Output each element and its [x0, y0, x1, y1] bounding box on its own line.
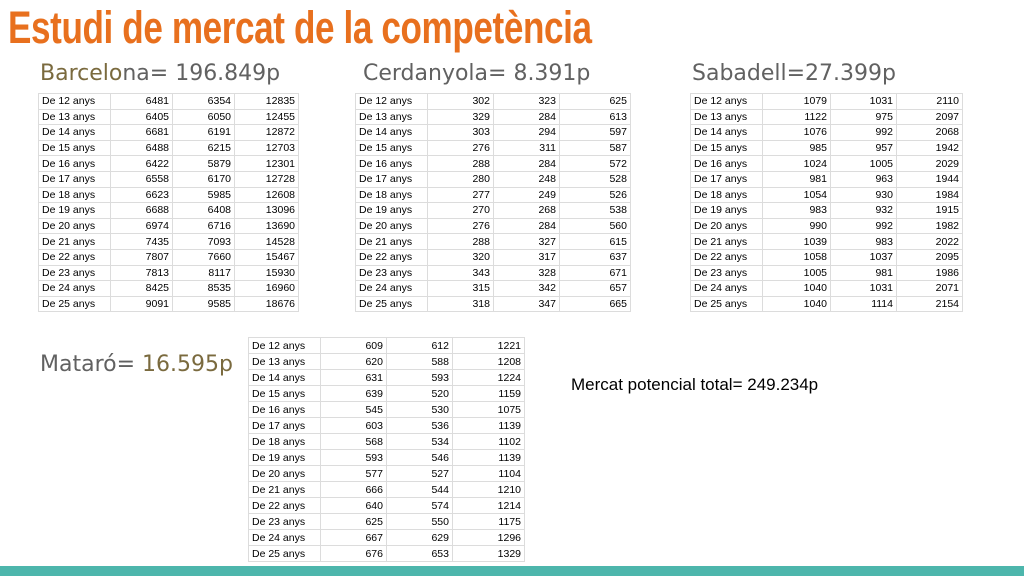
- age-group-cell: De 20 anys: [249, 466, 321, 482]
- table-row: [249, 498, 525, 514]
- age-group-cell: De 13 anys: [249, 354, 321, 370]
- table-row: [249, 546, 525, 562]
- table-row: [356, 234, 631, 250]
- value-cell: 248: [494, 171, 560, 187]
- value-cell: 318: [428, 296, 494, 312]
- age-group-cell: De 14 anys: [691, 125, 763, 141]
- age-group-cell: De 16 anys: [249, 402, 321, 418]
- table-row: [249, 386, 525, 402]
- value-cell: 963: [831, 171, 897, 187]
- total-cell: 12455: [235, 109, 299, 125]
- value-cell: 277: [428, 187, 494, 203]
- total-cell: 12728: [235, 171, 299, 187]
- value-cell: 568: [321, 434, 387, 450]
- age-group-cell: De 23 anys: [691, 265, 763, 281]
- bottom-accent-bar: [0, 566, 1024, 576]
- age-group-cell: De 25 anys: [249, 546, 321, 562]
- table-row: [691, 94, 963, 110]
- value-cell: 276: [428, 218, 494, 234]
- value-cell: 1005: [763, 265, 831, 281]
- total-cell: 637: [560, 249, 631, 265]
- value-cell: 1024: [763, 156, 831, 172]
- value-cell: 284: [494, 218, 560, 234]
- total-cell: 1208: [453, 354, 525, 370]
- value-cell: 6170: [173, 171, 235, 187]
- value-cell: 1037: [831, 249, 897, 265]
- total-cell: 613: [560, 109, 631, 125]
- value-cell: 6422: [111, 156, 173, 172]
- total-cell: 12872: [235, 125, 299, 141]
- value-cell: 7813: [111, 265, 173, 281]
- total-cell: 1224: [453, 370, 525, 386]
- value-cell: 1114: [831, 296, 897, 312]
- total-cell: 2071: [897, 281, 963, 297]
- total-cell: 1221: [453, 338, 525, 354]
- value-cell: 544: [387, 482, 453, 498]
- total-cell: 671: [560, 265, 631, 281]
- table-row: [356, 125, 631, 141]
- value-cell: 6623: [111, 187, 173, 203]
- age-group-cell: De 23 anys: [356, 265, 428, 281]
- table-row: [356, 156, 631, 172]
- table-row: [691, 156, 963, 172]
- age-group-cell: De 14 anys: [39, 125, 111, 141]
- value-cell: 639: [321, 386, 387, 402]
- age-group-cell: De 18 anys: [356, 187, 428, 203]
- table-row: [39, 109, 299, 125]
- age-group-cell: De 12 anys: [691, 94, 763, 110]
- value-cell: 5985: [173, 187, 235, 203]
- value-cell: 6558: [111, 171, 173, 187]
- total-cell: 15930: [235, 265, 299, 281]
- value-cell: 9585: [173, 296, 235, 312]
- value-cell: 6354: [173, 94, 235, 110]
- total-cell: 13690: [235, 218, 299, 234]
- value-cell: 981: [831, 265, 897, 281]
- value-cell: 577: [321, 466, 387, 482]
- value-cell: 1058: [763, 249, 831, 265]
- total-cell: 1329: [453, 546, 525, 562]
- age-group-cell: De 19 anys: [249, 450, 321, 466]
- value-cell: 545: [321, 402, 387, 418]
- age-group-cell: De 23 anys: [39, 265, 111, 281]
- age-group-cell: De 13 anys: [39, 109, 111, 125]
- total-cell: 1986: [897, 265, 963, 281]
- table-row: [356, 265, 631, 281]
- table-row: [249, 418, 525, 434]
- value-cell: 6481: [111, 94, 173, 110]
- table-row: [249, 402, 525, 418]
- total-cell: 1175: [453, 514, 525, 530]
- table-row: [39, 171, 299, 187]
- population-table-sabadell: [690, 93, 963, 312]
- total-cell: 12301: [235, 156, 299, 172]
- total-cell: 665: [560, 296, 631, 312]
- age-group-cell: De 24 anys: [39, 281, 111, 297]
- total-potential-market: Mercat potencial total= 249.234p: [571, 375, 819, 394]
- value-cell: 329: [428, 109, 494, 125]
- value-cell: 631: [321, 370, 387, 386]
- value-cell: 5879: [173, 156, 235, 172]
- age-group-cell: De 18 anys: [691, 187, 763, 203]
- total-cell: 657: [560, 281, 631, 297]
- table-row: [691, 171, 963, 187]
- age-group-cell: De 13 anys: [691, 109, 763, 125]
- age-group-cell: De 16 anys: [691, 156, 763, 172]
- total-cell: 1982: [897, 218, 963, 234]
- age-group-cell: De 16 anys: [356, 156, 428, 172]
- total-cell: 1915: [897, 203, 963, 219]
- age-group-cell: De 15 anys: [39, 140, 111, 156]
- value-cell: 6688: [111, 203, 173, 219]
- table-row: [691, 234, 963, 250]
- total-cell: 2068: [897, 125, 963, 141]
- total-cell: 16960: [235, 281, 299, 297]
- age-group-cell: De 21 anys: [249, 482, 321, 498]
- city-label-cerdanyola: Cerdanyola= 8.391p: [363, 61, 591, 86]
- total-cell: 1139: [453, 418, 525, 434]
- age-group-cell: De 15 anys: [249, 386, 321, 402]
- value-cell: 1031: [831, 281, 897, 297]
- value-cell: 1040: [763, 296, 831, 312]
- value-cell: 930: [831, 187, 897, 203]
- table-row: [691, 281, 963, 297]
- total-cell: 1075: [453, 402, 525, 418]
- total-cell: 2097: [897, 109, 963, 125]
- value-cell: 302: [428, 94, 494, 110]
- value-cell: 603: [321, 418, 387, 434]
- value-cell: 8535: [173, 281, 235, 297]
- table-row: [356, 218, 631, 234]
- total-cell: 2110: [897, 94, 963, 110]
- value-cell: 983: [831, 234, 897, 250]
- value-cell: 1040: [763, 281, 831, 297]
- table-row: [249, 514, 525, 530]
- total-cell: 14528: [235, 234, 299, 250]
- table-row: [249, 354, 525, 370]
- value-cell: 957: [831, 140, 897, 156]
- value-cell: 7807: [111, 249, 173, 265]
- city-value-mataro: 16.595p: [142, 352, 233, 377]
- page-title: Estudi de mercat de la competència: [8, 2, 592, 53]
- value-cell: 985: [763, 140, 831, 156]
- table-row: [691, 249, 963, 265]
- total-cell: 18676: [235, 296, 299, 312]
- age-group-cell: De 16 anys: [39, 156, 111, 172]
- total-cell: 2029: [897, 156, 963, 172]
- total-cell: 572: [560, 156, 631, 172]
- value-cell: 975: [831, 109, 897, 125]
- age-group-cell: De 25 anys: [356, 296, 428, 312]
- age-group-cell: De 19 anys: [356, 203, 428, 219]
- age-group-cell: De 23 anys: [249, 514, 321, 530]
- value-cell: 327: [494, 234, 560, 250]
- table-row: [691, 203, 963, 219]
- total-cell: 1984: [897, 187, 963, 203]
- value-cell: 593: [387, 370, 453, 386]
- value-cell: 343: [428, 265, 494, 281]
- age-group-cell: De 12 anys: [39, 94, 111, 110]
- age-group-cell: De 21 anys: [691, 234, 763, 250]
- value-cell: 6681: [111, 125, 173, 141]
- value-cell: 6050: [173, 109, 235, 125]
- total-cell: 1159: [453, 386, 525, 402]
- value-cell: 612: [387, 338, 453, 354]
- table-row: [39, 234, 299, 250]
- value-cell: 574: [387, 498, 453, 514]
- table-row: [39, 125, 299, 141]
- age-group-cell: De 15 anys: [356, 140, 428, 156]
- age-group-cell: De 15 anys: [691, 140, 763, 156]
- value-cell: 317: [494, 249, 560, 265]
- value-cell: 320: [428, 249, 494, 265]
- value-cell: 981: [763, 171, 831, 187]
- age-group-cell: De 18 anys: [39, 187, 111, 203]
- age-group-cell: De 14 anys: [249, 370, 321, 386]
- value-cell: 328: [494, 265, 560, 281]
- table-row: [356, 281, 631, 297]
- total-cell: 526: [560, 187, 631, 203]
- table-row: [691, 109, 963, 125]
- total-cell: 597: [560, 125, 631, 141]
- city-label-mataro: [40, 352, 233, 377]
- value-cell: 311: [494, 140, 560, 156]
- total-cell: 2022: [897, 234, 963, 250]
- population-table-mataro: [248, 337, 525, 562]
- age-group-cell: De 17 anys: [356, 171, 428, 187]
- age-group-cell: De 12 anys: [356, 94, 428, 110]
- table-row: [39, 249, 299, 265]
- table-row: [39, 203, 299, 219]
- total-cell: 12703: [235, 140, 299, 156]
- value-cell: 625: [321, 514, 387, 530]
- age-group-cell: De 17 anys: [249, 418, 321, 434]
- table-row: [356, 94, 631, 110]
- city-label-barcelona: [40, 61, 280, 86]
- value-cell: 268: [494, 203, 560, 219]
- total-cell: 538: [560, 203, 631, 219]
- value-cell: 1122: [763, 109, 831, 125]
- table-row: [691, 218, 963, 234]
- table-row: [691, 265, 963, 281]
- table-row: [691, 140, 963, 156]
- total-cell: 2154: [897, 296, 963, 312]
- value-cell: 284: [494, 156, 560, 172]
- value-cell: 1005: [831, 156, 897, 172]
- table-row: [356, 203, 631, 219]
- value-cell: 992: [831, 218, 897, 234]
- table-row: [691, 125, 963, 141]
- total-cell: 2095: [897, 249, 963, 265]
- value-cell: 6408: [173, 203, 235, 219]
- value-cell: 315: [428, 281, 494, 297]
- table-row: [39, 218, 299, 234]
- total-cell: 12835: [235, 94, 299, 110]
- age-group-cell: De 22 anys: [356, 249, 428, 265]
- value-cell: 6488: [111, 140, 173, 156]
- city-name-barcelona-highlight: Barcelo: [40, 61, 123, 86]
- value-cell: 347: [494, 296, 560, 312]
- value-cell: 7093: [173, 234, 235, 250]
- age-group-cell: De 21 anys: [39, 234, 111, 250]
- value-cell: 288: [428, 156, 494, 172]
- value-cell: 1039: [763, 234, 831, 250]
- total-cell: 15467: [235, 249, 299, 265]
- total-cell: 528: [560, 171, 631, 187]
- table-row: [691, 296, 963, 312]
- total-cell: 13096: [235, 203, 299, 219]
- table-row: [249, 450, 525, 466]
- value-cell: 7660: [173, 249, 235, 265]
- age-group-cell: De 25 anys: [691, 296, 763, 312]
- value-cell: 676: [321, 546, 387, 562]
- value-cell: 992: [831, 125, 897, 141]
- value-cell: 1076: [763, 125, 831, 141]
- age-group-cell: De 14 anys: [356, 125, 428, 141]
- age-group-cell: De 19 anys: [39, 203, 111, 219]
- table-row: [39, 265, 299, 281]
- total-cell: 625: [560, 94, 631, 110]
- table-row: [39, 140, 299, 156]
- total-cell: 615: [560, 234, 631, 250]
- age-group-cell: De 21 anys: [356, 234, 428, 250]
- value-cell: 8117: [173, 265, 235, 281]
- table-row: [39, 156, 299, 172]
- value-cell: 7435: [111, 234, 173, 250]
- value-cell: 280: [428, 171, 494, 187]
- value-cell: 983: [763, 203, 831, 219]
- value-cell: 520: [387, 386, 453, 402]
- value-cell: 546: [387, 450, 453, 466]
- value-cell: 620: [321, 354, 387, 370]
- population-table-barcelona: [38, 93, 299, 312]
- table-row: [249, 338, 525, 354]
- table-row: [356, 171, 631, 187]
- total-cell: 1296: [453, 530, 525, 546]
- value-cell: 6215: [173, 140, 235, 156]
- table-row: [39, 281, 299, 297]
- value-cell: 1054: [763, 187, 831, 203]
- value-cell: 6716: [173, 218, 235, 234]
- value-cell: 530: [387, 402, 453, 418]
- total-cell: 587: [560, 140, 631, 156]
- value-cell: 629: [387, 530, 453, 546]
- age-group-cell: De 19 anys: [691, 203, 763, 219]
- total-cell: 12608: [235, 187, 299, 203]
- total-cell: 1214: [453, 498, 525, 514]
- total-cell: 1942: [897, 140, 963, 156]
- age-group-cell: De 22 anys: [691, 249, 763, 265]
- table-row: [249, 482, 525, 498]
- age-group-cell: De 13 anys: [356, 109, 428, 125]
- total-cell: 1102: [453, 434, 525, 450]
- city-name-barcelona-rest: na= 196.849p: [122, 61, 281, 86]
- total-cell: 1210: [453, 482, 525, 498]
- table-row: [356, 109, 631, 125]
- value-cell: 609: [321, 338, 387, 354]
- value-cell: 303: [428, 125, 494, 141]
- value-cell: 666: [321, 482, 387, 498]
- value-cell: 8425: [111, 281, 173, 297]
- table-row: [39, 296, 299, 312]
- table-row: [356, 296, 631, 312]
- value-cell: 284: [494, 109, 560, 125]
- city-name-mataro: Mataró=: [40, 352, 143, 377]
- value-cell: 288: [428, 234, 494, 250]
- table-row: [249, 530, 525, 546]
- age-group-cell: De 17 anys: [39, 171, 111, 187]
- table-row: [39, 187, 299, 203]
- age-group-cell: De 24 anys: [691, 281, 763, 297]
- value-cell: 249: [494, 187, 560, 203]
- value-cell: 640: [321, 498, 387, 514]
- table-row: [356, 187, 631, 203]
- table-row: [356, 249, 631, 265]
- age-group-cell: De 17 anys: [691, 171, 763, 187]
- value-cell: 932: [831, 203, 897, 219]
- age-group-cell: De 24 anys: [249, 530, 321, 546]
- table-row: [356, 140, 631, 156]
- value-cell: 653: [387, 546, 453, 562]
- value-cell: 6405: [111, 109, 173, 125]
- total-cell: 1104: [453, 466, 525, 482]
- age-group-cell: De 22 anys: [39, 249, 111, 265]
- value-cell: 527: [387, 466, 453, 482]
- table-row: [249, 370, 525, 386]
- value-cell: 323: [494, 94, 560, 110]
- table-row: [249, 434, 525, 450]
- table-row: [691, 187, 963, 203]
- value-cell: 276: [428, 140, 494, 156]
- value-cell: 550: [387, 514, 453, 530]
- age-group-cell: De 22 anys: [249, 498, 321, 514]
- age-group-cell: De 24 anys: [356, 281, 428, 297]
- value-cell: 667: [321, 530, 387, 546]
- age-group-cell: De 18 anys: [249, 434, 321, 450]
- age-group-cell: De 20 anys: [691, 218, 763, 234]
- value-cell: 1031: [831, 94, 897, 110]
- age-group-cell: De 25 anys: [39, 296, 111, 312]
- value-cell: 270: [428, 203, 494, 219]
- value-cell: 534: [387, 434, 453, 450]
- value-cell: 1079: [763, 94, 831, 110]
- table-row: [39, 94, 299, 110]
- value-cell: 9091: [111, 296, 173, 312]
- value-cell: 6191: [173, 125, 235, 141]
- value-cell: 593: [321, 450, 387, 466]
- total-cell: 1139: [453, 450, 525, 466]
- table-row: [249, 466, 525, 482]
- value-cell: 588: [387, 354, 453, 370]
- value-cell: 6974: [111, 218, 173, 234]
- population-table-cerdanyola: [355, 93, 631, 312]
- total-cell: 560: [560, 218, 631, 234]
- age-group-cell: De 20 anys: [356, 218, 428, 234]
- age-group-cell: De 12 anys: [249, 338, 321, 354]
- value-cell: 990: [763, 218, 831, 234]
- value-cell: 536: [387, 418, 453, 434]
- value-cell: 342: [494, 281, 560, 297]
- total-cell: 1944: [897, 171, 963, 187]
- value-cell: 294: [494, 125, 560, 141]
- city-label-sabadell: Sabadell=27.399p: [692, 61, 896, 86]
- age-group-cell: De 20 anys: [39, 218, 111, 234]
